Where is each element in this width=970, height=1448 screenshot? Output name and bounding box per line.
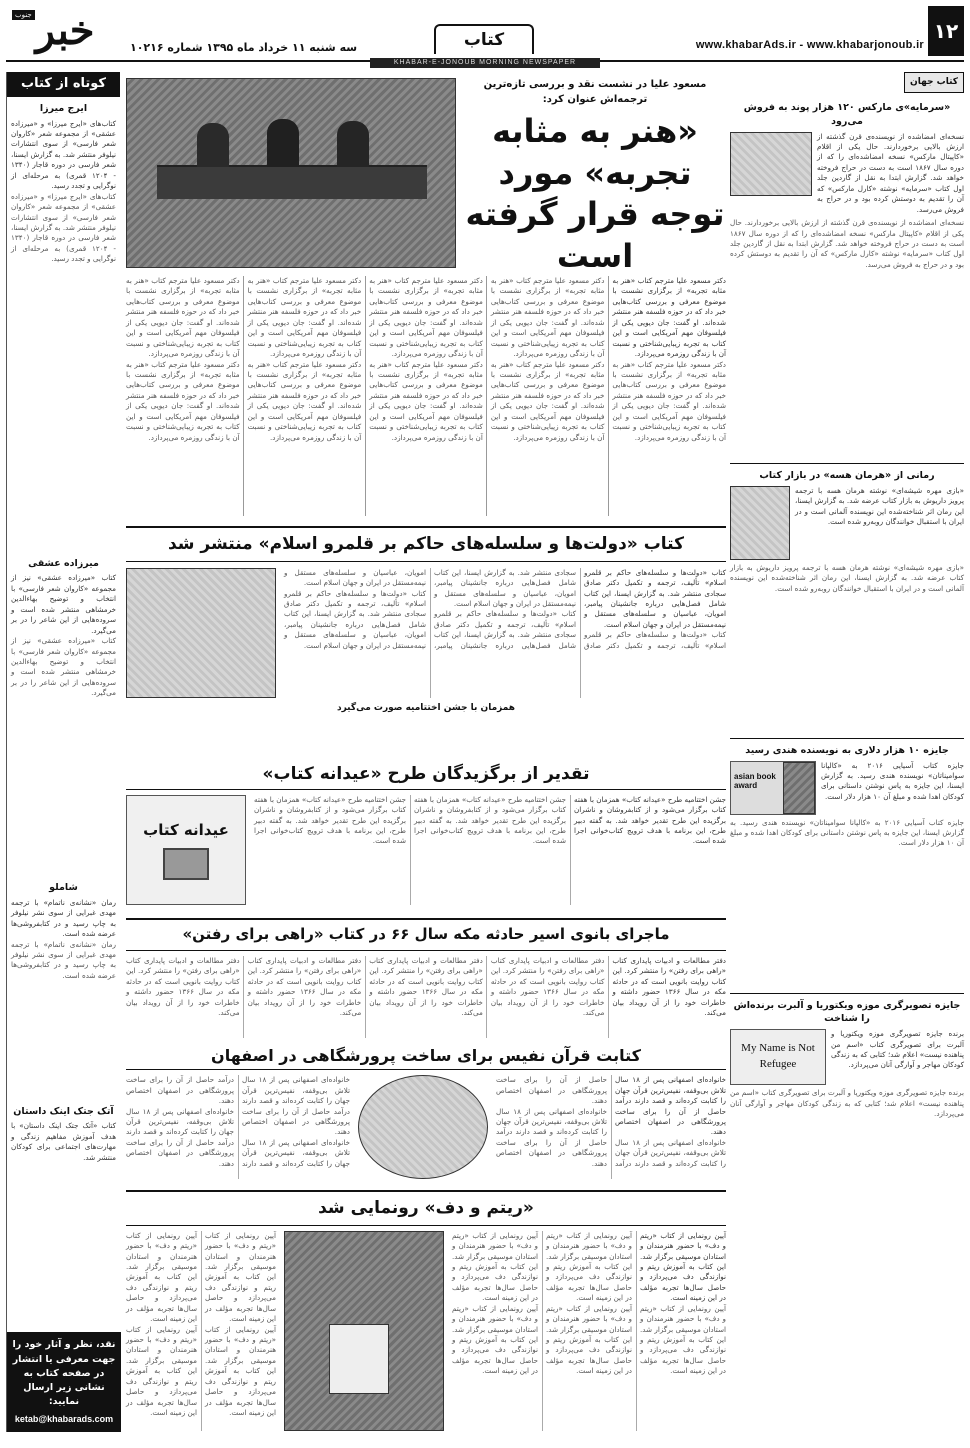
world-story-body: «بازی مهره شیشه‌ای» نوشته هرمان هسه با ترجمه پرویز داریوش به بازار کتاب عرضه شد. به گزارش ایسنا، این رمان اثر شناخته‌شده این نویسنده آلمانی است و در ایران با استقبال خوانندگان روبه‌رو شده است. (730, 562, 964, 593)
world-story-body: برنده جایزه تصویرگری موزه ویکتوریا و آلبرت برای تصویرگری کتاب «اسم من پناهنده نیست» اعلام شد؛ کتابی که به زندگی کودکان مهاجر و آوارگی آنان می‌پردازد. (730, 1088, 964, 1119)
eidaneh-logo-text: عیدانه کتاب (143, 820, 229, 839)
world-story (730, 744, 964, 988)
short-item-body: کتاب‌های «ایرج میرزا» و «میرزاده عشقی» از مجموعه شعر «کاروان شعر فارسی» از سوی انتشارات نیلوفر منتشر شد. به گزارش ایسنا، شعر فارسی در دوره قاجار (۱۳۴۰ - ۱۲۰۴ قمری) به مرحله‌ای از نوگرایی و تجدد رسید. (11, 191, 116, 264)
story-text: خانواده‌ای اصفهانی پس از ۱۸ سال تلاش بی‌وقفه، نفیس‌ترین قرآن جهان را کتابت کرده‌اند و قصد دارند درآمد حاصل از آن را برای ساخت پرورشگاهی در اصفهان اختصاص دهند. (126, 1075, 350, 1168)
story-text: دفتر مطالعات و ادبیات پایداری کتاب «راهی برای رفتن» را منتشر کرد. این کتاب روایت بانویی است که در حادثه مکه در سال ۱۳۶۶ حضور داشته و خاطرات خود را از آن رویداد بیان می‌کند. (490, 955, 605, 1017)
gift-box-icon (163, 848, 209, 880)
story-text: خانواده‌ای اصفهانی پس از ۱۸ سال تلاش بی‌وقفه، نفیس‌ترین قرآن جهان را کتابت کرده‌اند و قصد دارند درآمد حاصل از آن را برای ساخت پرورشگاهی در اصفهان اختصاص دهند. (126, 1106, 234, 1168)
story-text: آیین رونمایی از کتاب «ریتم و دف» با حضور هنرمندان و استادان موسیقی برگزار شد. این کتاب به آموزش ریتم و نوازندگی دف می‌پردازد و حاصل سال‌ها تجربه مؤلف در این زمینه است. (640, 1303, 726, 1376)
short-item-heading: شاملو (49, 882, 78, 894)
story-text: آیین رونمایی از کتاب «ریتم و دف» با حضور هنرمندان و استادان موسیقی برگزار شد. این کتاب به آموزش ریتم و نوازندگی دف می‌پردازد و حاصل سال‌ها تجربه مؤلف در این زمینه است. (546, 1303, 632, 1376)
short-item-body: رمان «نشانه‌ی ناتمام» با ترجمه مهدی غبرایی از سوی نشر نیلوفر به چاپ رسید و در کتابفروشی‌ها عرضه شده است. (11, 939, 116, 980)
short-news-column (6, 72, 120, 1432)
story-text: دفتر مطالعات و ادبیات پایداری کتاب «راهی برای رفتن» را منتشر کرد. این کتاب روایت بانویی است که در حادثه مکه در سال ۱۳۶۶ حضور داشته و خاطرات خود را از آن رویداد بیان می‌کند. (612, 955, 726, 1017)
short-item-text: رمان «نشانه‌ی ناتمام» با ترجمه مهدی غبرایی از سوی نشر نیلوفر به چاپ رسید و در کتابفروشی‌ها عرضه شده است. (11, 897, 116, 939)
story-body (126, 1231, 276, 1431)
story-text: جشن اختتامیه طرح «عیدانه کتاب» همزمان با هفته کتاب برگزار می‌شود و از کتابفروشان و ناشران برگزیده این طرح تقدیر خواهد شد. به گفته دبیر طرح، این برنامه با هدف ترویج کتاب‌خوانی اجرا شده است. (574, 794, 726, 846)
logo-wordmark: خبر (35, 7, 95, 54)
website-urls[interactable]: www.khabarAds.ir - www.khabarjonoub.ir (695, 39, 924, 51)
world-story-body: جایزه کتاب آسیایی ۲۰۱۶ به «کالپانا سوامیناتان» نویسنده هندی رسید. به گزارش ایسنا، این جایزه به پاس نوشتن داستانی برای کودکان اهدا شده و مبلغ آن ۱۰ هزار دلار است. (730, 817, 964, 848)
book-cover-photo (730, 486, 790, 560)
story-text: آیین رونمایی از کتاب «ریتم و دف» با حضور هنرمندان و استادان موسیقی برگزار شد. این کتاب به آموزش ریتم و نوازندگی دف می‌پردازد و حاصل سال‌ها تجربه مؤلف در این زمینه است. (640, 1230, 726, 1303)
story-text: کتاب «دولت‌ها و سلسله‌های حاکم بر قلمرو اسلام» تألیف، ترجمه و تکمیل دکتر صادق سجادی منتشر شد. به گزارش ایسنا، این کتاب شامل فصل‌هایی درباره جانشینان پیامبر، امویان، عباسیان و سلسله‌های مستقل و نیمه‌مستقل در ایران و جهان اسلام است. (584, 567, 726, 629)
story-text: آیین رونمایی از کتاب «ریتم و دف» با حضور هنرمندان و استادان موسیقی برگزار شد. این کتاب به آموزش ریتم و نوازندگی دف می‌پردازد و حاصل سال‌ها تجربه مؤلف در این زمینه است. (205, 1230, 276, 1324)
world-story-headline: جایزه ۱۰ هزار دلاری به نویسنده هندی رسید (745, 744, 949, 756)
panelist-figure (337, 121, 369, 167)
short-item-text: کتاب «میرزاده عشقی» نیز از مجموعه «کاروان شعر فارسی» با انتخاب و توضیح بهاءالدین خرمشاهی منتشر شده است و سروده‌هایی از این شاعر را در بر می‌گیرد. (11, 573, 116, 635)
short-item-heading: ایرج میرزا (39, 102, 88, 114)
story-text: جشن اختتامیه طرح «عیدانه کتاب» همزمان با هفته کتاب برگزار می‌شود و از کتابفروشان و ناشران برگزیده این طرح تقدیر خواهد شد. به گفته دبیر طرح، این برنامه با هدف ترویج کتاب‌خوانی اجرا شده است. (254, 794, 406, 846)
lead-body (126, 276, 726, 516)
panel-session-photo (126, 78, 456, 268)
short-item-text: کتاب «آتک جتک اینک داستان» با هدف آموزش مفاهیم زندگی و مهارت‌های اجتماعی برای کودکان منتشر شد. (11, 1121, 116, 1162)
short-news-title: کوتاه از کتاب (7, 72, 120, 97)
story-text: کتاب «دولت‌ها و سلسله‌های حاکم بر قلمرو اسلام» تألیف، ترجمه و تکمیل دکتر صادق سجادی منتشر شد. به گزارش ایسنا، این کتاب شامل فصل‌هایی درباره جانشینان پیامبر، امویان، عباسیان و سلسله‌های مستقل و نیمه‌مستقل در ایران و جهان اسلام است. (434, 567, 726, 650)
story-body (284, 568, 726, 698)
lead-text: دکتر مسعود علیا مترجم کتاب «هنر به مثابه تجربه» از برگزاری نشست با موضوع معرفی و بررسی کتاب‌هایی خبر داد که در حوزه فلسفه هنر منتشر شده‌اند. او گفت: جان دیویی یکی از فیلسوفان مهم آمریکایی است و این کتاب به تجربه زیبایی‌شناختی و نسبت آن با زندگی روزمره می‌پردازد. (126, 359, 240, 442)
short-item (7, 1105, 120, 1164)
story-rhythm (126, 1190, 726, 1430)
lead-text: دکتر مسعود علیا مترجم کتاب «هنر به مثابه تجربه» از برگزاری نشست با موضوع معرفی و بررسی کتاب‌هایی خبر داد که در حوزه فلسفه هنر منتشر شده‌اند. او گفت: جان دیویی یکی از فیلسوفان مهم آمریکایی است و این کتاب به تجربه زیبایی‌شناختی و نسبت آن با زندگی روزمره می‌پردازد. (612, 359, 726, 442)
story-mecca (126, 918, 726, 1038)
short-item-text: کتاب‌های «ایرج میرزا» و «میرزاده عشقی» از مجموعه شعر «کاروان شعر فارسی» از سوی انتشارات نیلوفر منتشر شد. به گزارش ایسنا، شعر فارسی در دوره قاجار (۱۳۴۰ - ۱۲۰۴ قمری) به مرحله‌ای از نوگرایی و تجدد رسید. (11, 118, 116, 191)
story-headline: کتابت قرآن نفیس برای ساخت پرورشگاهی در اصفهان (126, 1044, 726, 1070)
submission-email[interactable]: ketab@khabarads.com (14, 1413, 114, 1424)
story-headline: کتاب «دولت‌ها و سلسله‌های حاکم بر قلمرو اسلام» منتشر شد (126, 526, 726, 562)
divider (730, 738, 964, 739)
story-text: کتاب «دولت‌ها و سلسله‌های حاکم بر قلمرو اسلام» تألیف، ترجمه و تکمیل دکتر صادق سجادی منتشر شد. به گزارش ایسنا، این کتاب شامل فصل‌هایی درباره جانشینان پیامبر، امویان، عباسیان و سلسله‌های مستقل و نیمه‌مستقل در ایران و جهان اسلام است. (284, 567, 576, 650)
main-articles (126, 72, 726, 1432)
lead-story (126, 72, 726, 522)
story-text: دفتر مطالعات و ادبیات پایداری کتاب «راهی برای رفتن» را منتشر کرد. این کتاب روایت بانویی است که در حادثه مکه در سال ۱۳۶۶ حضور داشته و خاطرات خود را از آن رویداد بیان می‌کند. (369, 955, 483, 1017)
story-text: آیین رونمایی از کتاب «ریتم و دف» با حضور هنرمندان و استادان موسیقی برگزار شد. این کتاب به آموزش ریتم و نوازندگی دف می‌پردازد و حاصل سال‌ها تجربه مؤلف در این زمینه است. (205, 1324, 276, 1418)
story-body (254, 795, 726, 905)
world-story-text: برنده جایزه تصویرگری موزه ویکتوریا و آلبرت برای تصویرگری کتاب «اسم من پناهنده نیست» اعلام شد؛ کتابی که به زندگی کودکان مهاجر و آوارگی آنان می‌پردازد. (831, 1029, 964, 1070)
story-quran (126, 1044, 726, 1184)
book-display (329, 1324, 389, 1394)
world-story (730, 101, 964, 458)
world-story-headline: رمانی از «هرمان هسه» در بازار کتاب (759, 470, 935, 482)
story-text: جشن اختتامیه طرح «عیدانه کتاب» همزمان با هفته کتاب برگزار می‌شود و از کتابفروشان و ناشران برگزیده این طرح تقدیر خواهد شد. به گفته دبیر طرح، این برنامه با هدف ترویج کتاب‌خوانی اجرا شده است. (414, 794, 566, 846)
issue-date: سه شنبه ۱۱ خرداد ماه ۱۳۹۵ شماره ۱۰۲۱۶ (130, 41, 358, 54)
world-books-column (730, 72, 964, 1432)
story-eidaneh (126, 762, 726, 912)
story-headline: «ریتم و دف» رونمایی شد (126, 1190, 726, 1226)
lead-text: دکتر مسعود علیا مترجم کتاب «هنر به مثابه تجربه» از برگزاری نشست با موضوع معرفی و بررسی کتاب‌هایی خبر داد که در حوزه فلسفه هنر منتشر شده‌اند. او گفت: جان دیویی یکی از فیلسوفان مهم آمریکایی است و این کتاب به تجربه زیبایی‌شناختی و نسبت آن با زندگی روزمره می‌پردازد. (490, 276, 605, 359)
panel-table (157, 165, 427, 199)
world-books-label: کتاب جهان (904, 72, 964, 93)
story-headline: تقدیر از برگزیدگان طرح «عیدانه کتاب» (126, 762, 726, 790)
lead-text: دکتر مسعود علیا مترجم کتاب «هنر به مثابه تجربه» از برگزاری نشست با موضوع معرفی و بررسی کتاب‌هایی خبر داد که در حوزه فلسفه هنر منتشر شده‌اند. او گفت: جان دیویی یکی از فیلسوفان مهم آمریکایی است و این کتاب به تجربه زیبایی‌شناختی و نسبت آن با زندگی روزمره می‌پردازد. (247, 359, 362, 442)
eidaneh-logo (126, 795, 246, 905)
masthead (6, 6, 964, 62)
world-story-text: نسخه‌ای امضاشده از نویسنده‌ی قرن گذشته از ارزش بالایی برخوردارند. حال یکی از اقلام «کاپیتال مارکس» نسخه امضاشده‌ای را که از دوره سال ۱۸۶۷ است به دست در حراج فروخته خواهد شد. گزارش ابتدا به نقل از گاردین جلد اول کتاب «سرمایه» نوشته «کارل مارکس» که آن را تقدیم به دوستش کرده بود و در حراج به فروش می‌رسد. (817, 131, 964, 214)
lead-text: دکتر مسعود علیا مترجم کتاب «هنر به مثابه تجربه» از برگزاری نشست با موضوع معرفی و بررسی کتاب‌هایی خبر داد که در حوزه فلسفه هنر منتشر شده‌اند. او گفت: جان دیویی یکی از فیلسوفان مهم آمریکایی است و این کتاب به تجربه زیبایی‌شناختی و نسبت آن با زندگی روزمره می‌پردازد. (126, 276, 240, 359)
page-number: ۱۲ (928, 6, 964, 56)
submission-callout (7, 1332, 121, 1432)
section-title: کتاب (434, 24, 534, 54)
story-text: آیین رونمایی از کتاب «ریتم و دف» با حضور هنرمندان و استادان موسیقی برگزار شد. این کتاب به آموزش ریتم و نوازندگی دف می‌پردازد و حاصل سال‌ها تجربه مؤلف در این زمینه است. (452, 1230, 538, 1303)
short-item-heading: آتک جتک اینک داستان (13, 1105, 114, 1117)
story-text: خانواده‌ای اصفهانی پس از ۱۸ سال تلاش بی‌وقفه، نفیس‌ترین قرآن جهان را کتابت کرده‌اند و قصد دارند درآمد حاصل از آن را برای ساخت پرورشگاهی در اصفهان اختصاص دهند. (496, 1075, 726, 1168)
author-photo (783, 762, 815, 814)
short-item (7, 881, 120, 1100)
lead-text: دکتر مسعود علیا مترجم کتاب «هنر به مثابه تجربه» از برگزاری نشست با موضوع معرفی و بررسی کتاب‌هایی خبر داد که در حوزه فلسفه هنر منتشر شده‌اند. او گفت: جان دیویی یکی از فیلسوفان مهم آمریکایی است و این کتاب به تجربه زیبایی‌شناختی و نسبت آن با زندگی روزمره می‌پردازد. (612, 276, 726, 359)
lead-text: دکتر مسعود علیا مترجم کتاب «هنر به مثابه تجربه» از برگزاری نشست با موضوع معرفی و بررسی کتاب‌هایی خبر داد که در حوزه فلسفه هنر منتشر شده‌اند. او گفت: جان دیویی یکی از فیلسوفان مهم آمریکایی است و این کتاب به تجربه زیبایی‌شناختی و نسبت آن با زندگی روزمره می‌پردازد. (369, 359, 483, 442)
unveiling-ceremony-photo (284, 1231, 444, 1431)
submission-text: نقد، نظر و آثار خود را جهت معرفی یا انتشار در صفحه کتاب به نشانی زیر ارسال نمایید: (12, 1339, 116, 1408)
world-story-text: «بازی مهره شیشه‌ای» نوشته هرمان هسه با ترجمه پرویز داریوش به بازار کتاب عرضه شد. به گزارش ایسنا، این رمان اثر شناخته‌شده این نویسنده آلمانی است و در ایران با استقبال خوانندگان روبه‌رو شده است. (795, 485, 964, 527)
world-story (730, 999, 964, 1448)
story-text: آیین رونمایی از کتاب «ریتم و دف» با حضور هنرمندان و استادان موسیقی برگزار شد. این کتاب به آموزش ریتم و نوازندگی دف می‌پردازد و حاصل سال‌ها تجربه مؤلف در این زمینه است. (452, 1303, 538, 1376)
story-body (496, 1075, 726, 1179)
story-headline: ماجرای بانوی اسیر حادثه مکه سال ۶۶ در کتاب «راهی برای رفتن» (126, 918, 726, 951)
quran-illumination-photo (358, 1075, 488, 1179)
english-banner: KHABAR-E-JONOUB MORNING NEWSPAPER (370, 58, 600, 68)
world-story-headline: جایزه تصویرگری موزه ویکتوریا و آلبرت برنده‌اش را شناخت (733, 999, 961, 1025)
story-text: خانواده‌ای اصفهانی پس از ۱۸ سال تلاش بی‌وقفه، نفیس‌ترین قرآن جهان را کتابت کرده‌اند و قصد دارند درآمد حاصل از آن را برای ساخت پرورشگاهی در اصفهان اختصاص دهند. (242, 1075, 350, 1137)
illustration-image: My Name is Not Refugee (730, 1029, 826, 1085)
story-dynasties (126, 526, 726, 756)
story-text: دفتر مطالعات و ادبیات پایداری کتاب «راهی برای رفتن» را منتشر کرد. این کتاب روایت بانویی است که در حادثه مکه در سال ۱۳۶۶ حضور داشته و خاطرات خود را از آن رویداد بیان می‌کند. (126, 955, 240, 1017)
world-story-headline: «سرمایه»ی مارکس ۱۲۰ هزار پوند به فروش می‌رود (743, 102, 951, 127)
short-item (7, 557, 120, 876)
award-logo (730, 761, 816, 815)
divider (730, 993, 964, 994)
award-logo-text: asian book award (734, 771, 776, 790)
short-item-heading: میرزاده عشقی (28, 557, 99, 569)
world-story-text: جایزه کتاب آسیایی ۲۰۱۶ به «کالپانا سوامیناتان» نویسنده هندی رسید. به گزارش ایسنا، این جایزه به پاس نوشتن داستانی برای کودکان اهدا شده و مبلغ آن ۱۰ هزار دلار است. (821, 760, 964, 801)
panelist-figure (197, 123, 229, 167)
marx-portrait-photo (730, 132, 812, 196)
story-text: آیین رونمایی از کتاب «ریتم و دف» با حضور هنرمندان و استادان موسیقی برگزار شد. این کتاب به آموزش ریتم و نوازندگی دف می‌پردازد و حاصل سال‌ها تجربه مؤلف در این زمینه است. (126, 1324, 197, 1418)
short-item-body: کتاب «میرزاده عشقی» نیز از مجموعه «کاروان شعر فارسی» با انتخاب و توضیح بهاءالدین خرمشاهی منتشر شده است و سروده‌هایی از این شاعر را در بر می‌گیرد. (11, 636, 116, 698)
short-item (7, 102, 120, 552)
newspaper-logo[interactable] (6, 6, 124, 56)
story-kicker: همزمان با جشن اختتامیه صورت می‌گیرد (336, 702, 516, 713)
story-text: خانواده‌ای اصفهانی پس از ۱۸ سال تلاش بی‌وقفه، نفیس‌ترین قرآن جهان را کتابت کرده‌اند و قصد دارند درآمد حاصل از آن را برای ساخت پرورشگاهی در اصفهان اختصاص دهند. (496, 1106, 607, 1168)
lead-text: دکتر مسعود علیا مترجم کتاب «هنر به مثابه تجربه» از برگزاری نشست با موضوع معرفی و بررسی کتاب‌هایی خبر داد که در حوزه فلسفه هنر منتشر شده‌اند. او گفت: جان دیویی یکی از فیلسوفان مهم آمریکایی است و این کتاب به تجربه زیبایی‌شناختی و نسبت آن با زندگی روزمره می‌پردازد. (369, 276, 483, 359)
lead-text: دکتر مسعود علیا مترجم کتاب «هنر به مثابه تجربه» از برگزاری نشست با موضوع معرفی و بررسی کتاب‌هایی خبر داد که در حوزه فلسفه هنر منتشر شده‌اند. او گفت: جان دیویی یکی از فیلسوفان مهم آمریکایی است و این کتاب به تجربه زیبایی‌شناختی و نسبت آن با زندگی روزمره می‌پردازد. (247, 276, 362, 359)
story-body (126, 1075, 350, 1179)
world-story-body: نسخه‌ای امضاشده از نویسنده‌ی قرن گذشته از ارزش بالایی برخوردارند. حال یکی از اقلام «کاپیتال مارکس» نسخه امضاشده‌ای را که از دوره سال ۱۸۶۷ است به دست در حراج فروخته خواهد شد. گزارش ابتدا به نقل از گاردین جلد اول کتاب «سرمایه» نوشته «کارل مارکس» که آن را تقدیم به دوستش کرده بود و در حراج به فروش می‌رسد. (730, 218, 964, 269)
story-body (126, 956, 726, 1038)
lead-text: دکتر مسعود علیا مترجم کتاب «هنر به مثابه تجربه» از برگزاری نشست با موضوع معرفی و بررسی کتاب‌هایی خبر داد که در حوزه فلسفه هنر منتشر شده‌اند. او گفت: جان دیویی یکی از فیلسوفان مهم آمریکایی است و این کتاب به تجربه زیبایی‌شناختی و نسبت آن با زندگی روزمره می‌پردازد. (490, 359, 605, 442)
story-text: خانواده‌ای اصفهانی پس از ۱۸ سال تلاش بی‌وقفه، نفیس‌ترین قرآن جهان را کتابت کرده‌اند و قصد دارند درآمد حاصل از آن را برای ساخت پرورشگاهی در اصفهان اختصاص دهند. (615, 1075, 726, 1137)
panelist-figure (267, 119, 299, 167)
world-story (730, 469, 964, 733)
story-text: آیین رونمایی از کتاب «ریتم و دف» با حضور هنرمندان و استادان موسیقی برگزار شد. این کتاب به آموزش ریتم و نوازندگی دف می‌پردازد و حاصل سال‌ها تجربه مؤلف در این زمینه است. (546, 1230, 632, 1303)
story-text: دفتر مطالعات و ادبیات پایداری کتاب «راهی برای رفتن» را منتشر کرد. این کتاب روایت بانویی است که در حادثه مکه در سال ۱۳۶۶ حضور داشته و خاطرات خود را از آن رویداد بیان می‌کند. (247, 955, 362, 1017)
story-text: کتاب «دولت‌ها و سلسله‌های حاکم بر قلمرو اسلام» تألیف، ترجمه و تکمیل دکتر صادق سجادی منتشر شد. به گزارش ایسنا، این کتاب شامل فصل‌هایی درباره جانشینان پیامبر، امویان، عباسیان و سلسله‌های مستقل و نیمه‌مستقل در ایران و جهان اسلام است. (284, 588, 426, 650)
story-text: آیین رونمایی از کتاب «ریتم و دف» با حضور هنرمندان و استادان موسیقی برگزار شد. این کتاب به آموزش ریتم و نوازندگی دف می‌پردازد و حاصل سال‌ها تجربه مؤلف در این زمینه است. (126, 1230, 197, 1324)
story-body (452, 1231, 726, 1431)
book-cover-photo (126, 568, 276, 698)
logo-subtitle: جنوب (12, 10, 35, 20)
divider (730, 463, 964, 464)
lead-kicker: مسعود علیا در نشست نقد و بررسی تازه‌ترین ترجمه‌اش عنوان کرد: (483, 79, 707, 105)
lead-headline: «هنر به مثابه تجربه» مورد توجه قرار گرفته است (465, 112, 725, 275)
